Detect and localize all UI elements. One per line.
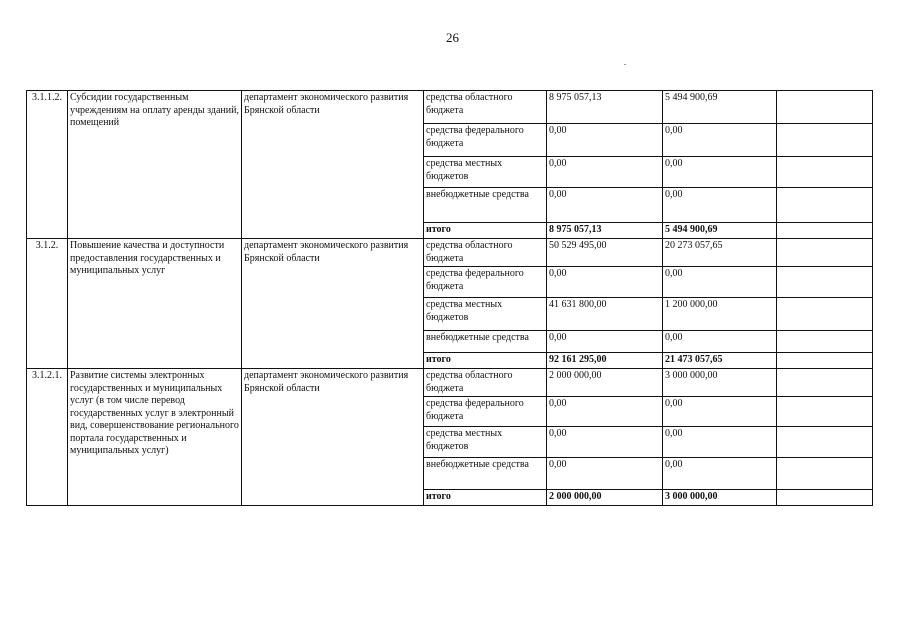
funding-source: внебюджетные средства bbox=[424, 458, 547, 490]
value-col-3 bbox=[777, 188, 873, 223]
table-row bbox=[27, 239, 873, 267]
section-name: Развитие системы электронных государственных и муниципальных услуг (в том числе перевод государственных услуг в электронный вид, совершенствование регионального портала государственных и муниципальных услуг) bbox=[68, 369, 242, 506]
value-col-2: 3 000 000,00 bbox=[663, 369, 777, 397]
total-value-3 bbox=[777, 490, 873, 506]
value-col-2: 0,00 bbox=[663, 267, 777, 298]
value-col-1: 0,00 bbox=[547, 157, 663, 188]
total-value-3 bbox=[777, 223, 873, 239]
value-col-1: 0,00 bbox=[547, 427, 663, 458]
funding-source: средства областного бюджета bbox=[424, 239, 547, 267]
value-col-3 bbox=[777, 239, 873, 267]
table-row bbox=[27, 369, 873, 397]
value-col-3 bbox=[777, 427, 873, 458]
total-label: итого bbox=[424, 353, 547, 369]
value-col-1: 41 631 800,00 bbox=[547, 298, 663, 331]
section-name: Повышение качества и доступности предоставления государственных и муниципальных услуг bbox=[68, 239, 242, 369]
section-executor: департамент экономического развития Брянской области bbox=[242, 369, 424, 506]
value-col-2: 0,00 bbox=[663, 397, 777, 427]
value-col-2: 0,00 bbox=[663, 427, 777, 458]
value-col-1: 0,00 bbox=[547, 458, 663, 490]
funding-source: средства областного бюджета bbox=[424, 369, 547, 397]
value-col-3 bbox=[777, 298, 873, 331]
total-value-2: 21 473 057,65 bbox=[663, 353, 777, 369]
funding-source: средства местных бюджетов bbox=[424, 427, 547, 458]
value-col-1: 0,00 bbox=[547, 331, 663, 353]
budget-table bbox=[26, 90, 873, 506]
value-col-2: 0,00 bbox=[663, 124, 777, 157]
value-col-2: 0,00 bbox=[663, 458, 777, 490]
value-col-1: 0,00 bbox=[547, 397, 663, 427]
value-col-2: 20 273 057,65 bbox=[663, 239, 777, 267]
section-executor: департамент экономического развития Брянской области bbox=[242, 239, 424, 369]
total-value-1: 2 000 000,00 bbox=[547, 490, 663, 506]
funding-source: средства местных бюджетов bbox=[424, 157, 547, 188]
funding-source: средства федерального бюджета bbox=[424, 124, 547, 157]
value-col-1: 2 000 000,00 bbox=[547, 369, 663, 397]
value-col-3 bbox=[777, 458, 873, 490]
total-value-3 bbox=[777, 353, 873, 369]
funding-source: средства федерального бюджета bbox=[424, 397, 547, 427]
section-number: 3.1.1.2. bbox=[27, 91, 68, 239]
page-number: 26 bbox=[446, 30, 459, 45]
funding-source: средства областного бюджета bbox=[424, 91, 547, 124]
value-col-1: 8 975 057,13 bbox=[547, 91, 663, 124]
value-col-3 bbox=[777, 124, 873, 157]
value-col-3 bbox=[777, 369, 873, 397]
total-value-2: 3 000 000,00 bbox=[663, 490, 777, 506]
section-number: 3.1.2.1. bbox=[27, 369, 68, 506]
value-col-3 bbox=[777, 157, 873, 188]
total-value-1: 8 975 057,13 bbox=[547, 223, 663, 239]
value-col-3 bbox=[777, 267, 873, 298]
total-value-1: 92 161 295,00 bbox=[547, 353, 663, 369]
section-executor: департамент экономического развития Брянской области bbox=[242, 91, 424, 239]
value-col-1: 0,00 bbox=[547, 188, 663, 223]
value-col-1: 0,00 bbox=[547, 124, 663, 157]
funding-source: внебюджетные средства bbox=[424, 188, 547, 223]
value-col-2: 5 494 900,69 bbox=[663, 91, 777, 124]
value-col-3 bbox=[777, 91, 873, 124]
total-label: итого bbox=[424, 223, 547, 239]
value-col-1: 0,00 bbox=[547, 267, 663, 298]
value-col-3 bbox=[777, 397, 873, 427]
value-col-2: 1 200 000,00 bbox=[663, 298, 777, 331]
funding-source: средства местных бюджетов bbox=[424, 298, 547, 331]
value-col-3 bbox=[777, 331, 873, 353]
value-col-1: 50 529 495,00 bbox=[547, 239, 663, 267]
value-col-2: 0,00 bbox=[663, 188, 777, 223]
table-row bbox=[27, 91, 873, 124]
funding-source: средства федерального бюджета bbox=[424, 267, 547, 298]
section-name: Субсидии государственным учреждениям на оплату аренды зданий, помещений bbox=[68, 91, 242, 239]
funding-source: внебюджетные средства bbox=[424, 331, 547, 353]
value-col-2: 0,00 bbox=[663, 331, 777, 353]
value-col-2: 0,00 bbox=[663, 157, 777, 188]
section-number: 3.1.2. bbox=[27, 239, 68, 369]
total-value-2: 5 494 900,69 bbox=[663, 223, 777, 239]
scan-dot bbox=[624, 64, 626, 65]
total-label: итого bbox=[424, 490, 547, 506]
